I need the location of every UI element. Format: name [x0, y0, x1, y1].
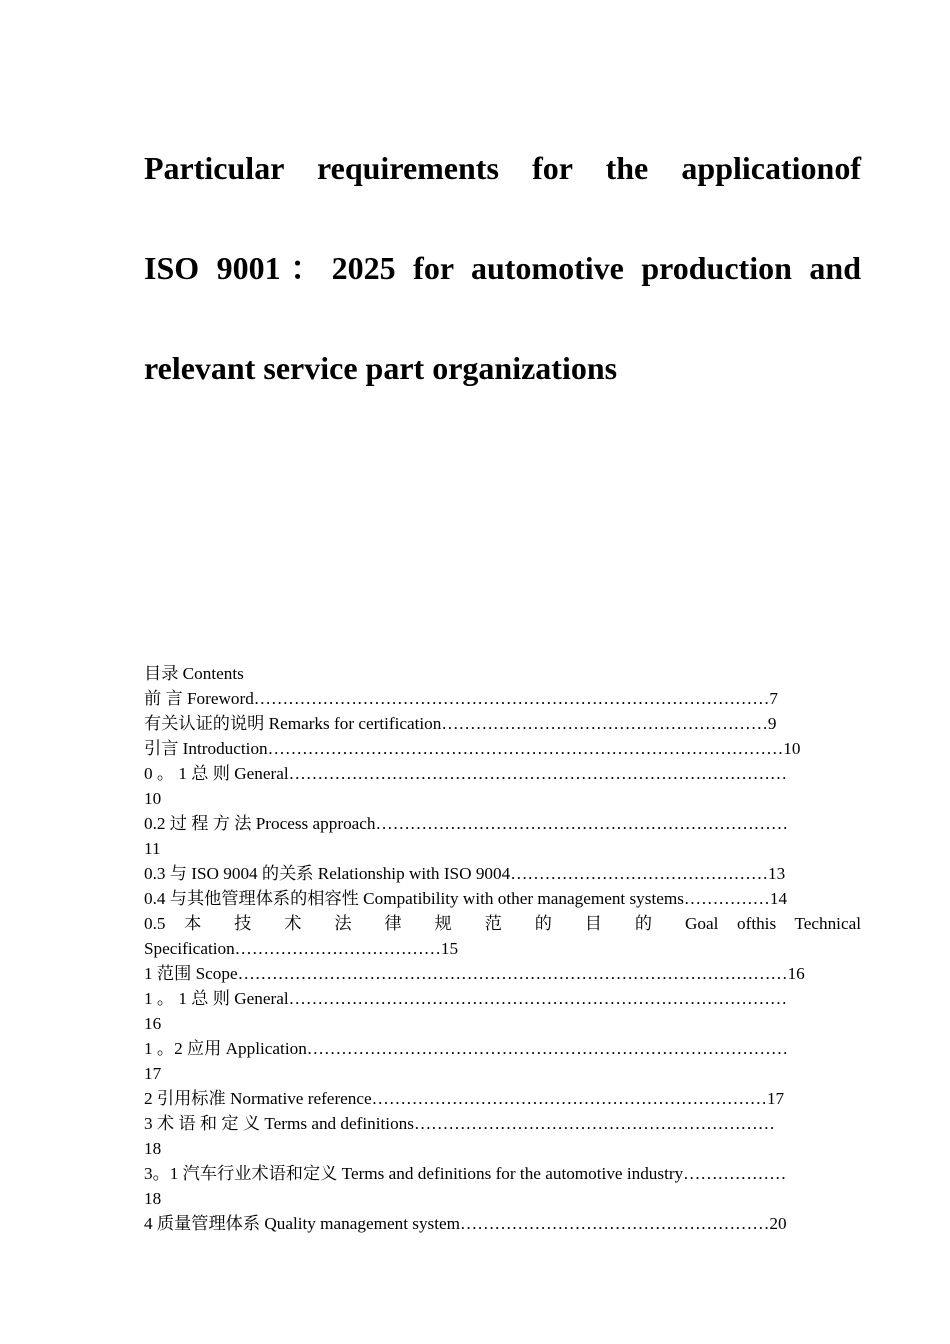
- toc-entry-page: 18: [144, 1139, 162, 1158]
- toc-entry: 3 术 语 和 定 义 Terms and definitions………………………………………………………: [144, 1114, 775, 1133]
- toc-entry: 引言 Introduction………………………………………………………………………………10: [144, 739, 801, 758]
- title-line-3: relevant service part organizations: [144, 350, 618, 386]
- toc-entry: 3。1 汽车行业术语和定义 Terms and definitions for the automotive industry………………: [144, 1164, 787, 1183]
- toc-entry: 0.5 本 技 术 法 律 规 范 的 目 的 Goal ofthis Technical: [144, 914, 861, 933]
- toc-entry: 1 范围 Scope……………………………………………………………………………………16: [144, 964, 805, 983]
- toc-entry: 4 质量管理体系 Quality management system………………………………………………20: [144, 1214, 787, 1233]
- toc-entry: 0.2 过 程 方 法 Process approach………………………………………………………………: [144, 814, 789, 833]
- toc-entry-page: 11: [144, 839, 161, 858]
- table-of-contents: [144, 661, 861, 1236]
- document-title: [144, 118, 861, 418]
- toc-entry: 0.3 与 ISO 9004 的关系 Relationship with ISO 9004………………………………………13: [144, 864, 786, 883]
- toc-heading: 目录 Contents: [144, 664, 244, 683]
- toc-entry: 0.4 与其他管理体系的相容性 Compatibility with other management systems……………14: [144, 889, 788, 908]
- toc-entry: 有关认证的说明 Remarks for certification…………………………………………………9: [144, 714, 777, 733]
- toc-entry: 1 。 1 总 则 General……………………………………………………………………………: [144, 989, 788, 1008]
- title-line-2: ISO 9001：2025 for automotive production and: [144, 250, 861, 286]
- toc-entry-page: 17: [144, 1064, 162, 1083]
- toc-entry: 0 。 1 总 则 General……………………………………………………………………………: [144, 764, 788, 783]
- toc-entry-page: 16: [144, 1014, 162, 1033]
- toc-entry: 前 言 Foreword………………………………………………………………………………7: [144, 689, 779, 708]
- toc-entry-continuation: Specification………………………………15: [144, 939, 459, 958]
- title-line-1: Particular requirements for the applicationof: [144, 150, 861, 186]
- toc-entry: 2 引用标准 Normative reference……………………………………………………………17: [144, 1089, 785, 1108]
- toc-entry: 1 。2 应用 Application…………………………………………………………………………: [144, 1039, 789, 1058]
- toc-entry-page: 18: [144, 1189, 162, 1208]
- toc-entry-page: 10: [144, 789, 162, 808]
